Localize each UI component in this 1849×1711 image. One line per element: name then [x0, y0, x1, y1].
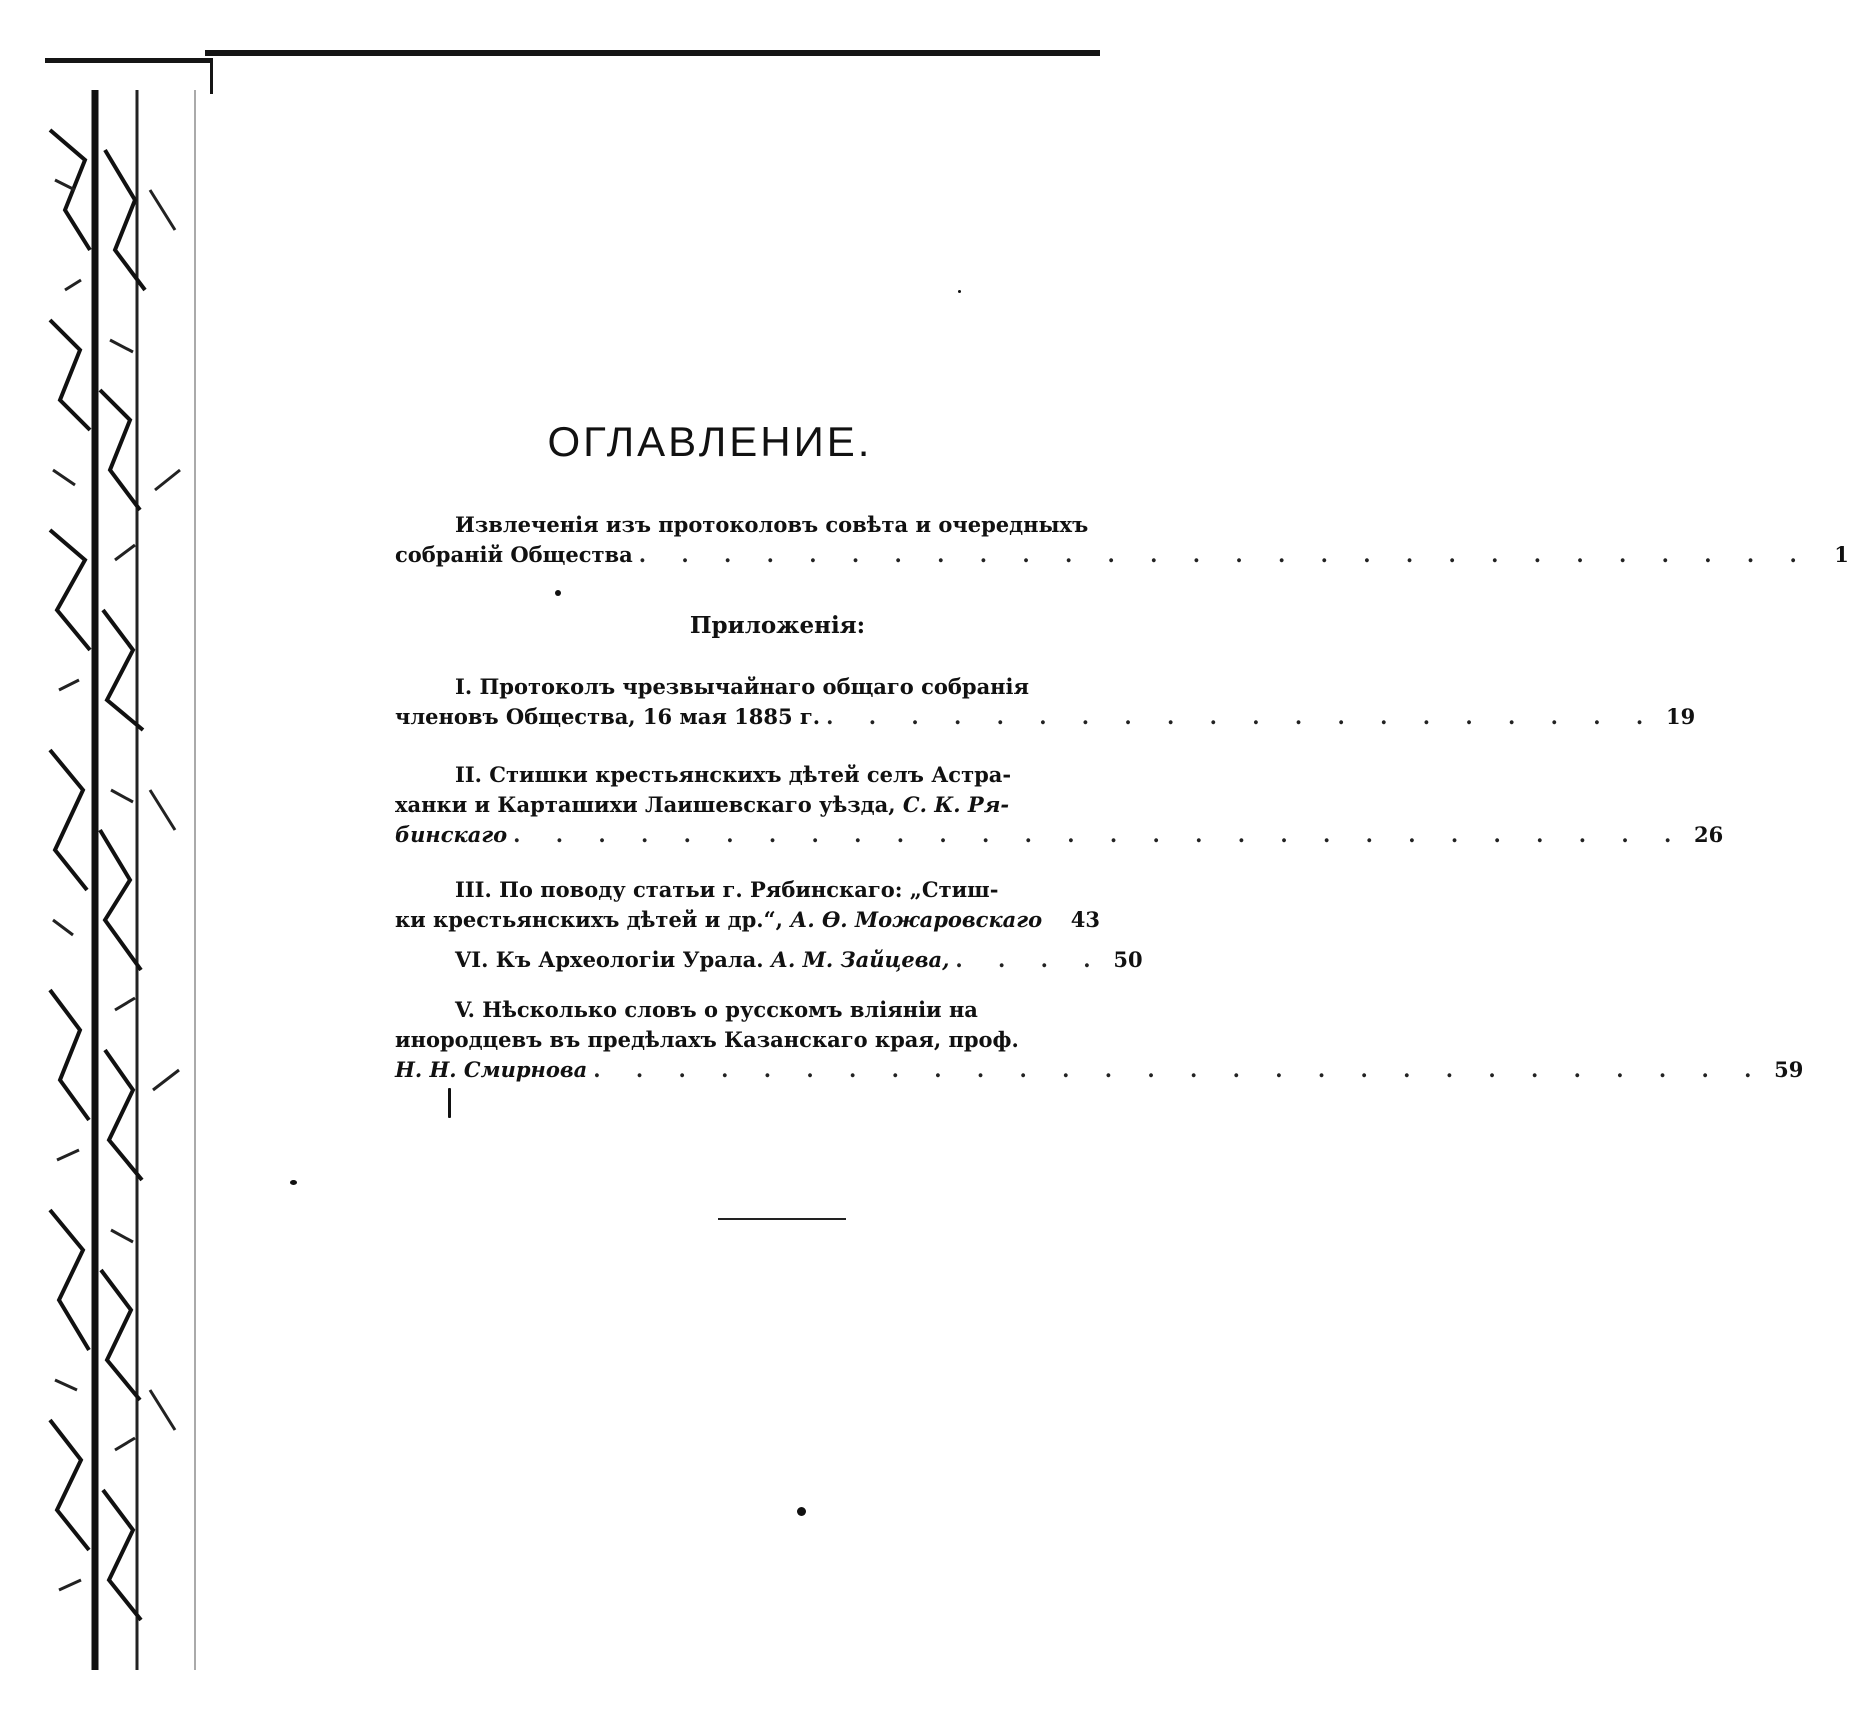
- toc-entry-appendix-5: [395, 995, 1804, 1085]
- entry-author: А. Ѳ. Можаровскаго: [790, 907, 1043, 932]
- entry-line-2: [395, 540, 1849, 570]
- page-number: 43: [1070, 907, 1100, 932]
- entry-line-2: [395, 905, 1100, 935]
- ink-speck: [555, 590, 561, 596]
- dot-leader: . . . . . . . . . . . . . . . . . . . .: [826, 704, 1658, 729]
- toc-entry-appendix-2: [395, 760, 1724, 850]
- binding-spine: [45, 90, 205, 1670]
- entry-text: ханки и Карташихи Лаишевскаго уѣзда,: [395, 792, 896, 817]
- ink-speck: [290, 1180, 297, 1185]
- page-number: 19: [1665, 704, 1696, 729]
- entry-author: Н. Н. Смирнова: [395, 1057, 588, 1082]
- entry-line-1: I. Протоколъ чрезвычайнаго общаго собранія: [455, 674, 1030, 699]
- toc-entry-appendix-1: [395, 672, 1696, 732]
- ink-speck: [958, 290, 961, 293]
- entry-text: VI. Къ Археологіи Урала.: [455, 947, 764, 972]
- entry-text: собраній Общества: [395, 542, 633, 567]
- toc-entry-main: [395, 510, 1849, 570]
- entry-author: С. К. Ря-: [902, 792, 1010, 817]
- entry-author: А. М. Зайцева,: [770, 947, 950, 972]
- page-title: ОГЛАВЛЕНИЕ.: [547, 418, 873, 465]
- page-number: 1: [1834, 542, 1849, 567]
- page-number: 50: [1113, 947, 1143, 972]
- dot-leader: . . . . . . . . . . . . . . . . . . . . . . . . . . . .: [638, 542, 1811, 567]
- entry-text: членовъ Общества, 16 мая 1885 г.: [395, 704, 821, 729]
- ink-speck: [797, 1507, 806, 1516]
- entry-line-3: [395, 820, 1724, 850]
- entry-author: бинскаго: [395, 822, 508, 847]
- entry-line-1: [395, 945, 1143, 975]
- closing-rule: [718, 1218, 846, 1220]
- entry-text: ки крестьянскихъ дѣтей и др.“,: [395, 907, 783, 932]
- entry-line-2: [395, 702, 1696, 732]
- entry-line-1: V. Нѣсколько словъ о русскомъ вліяніи на: [455, 997, 978, 1022]
- top-border-step: [45, 58, 213, 94]
- ink-speck: [448, 1088, 451, 1118]
- toc-entry-appendix-4: [395, 945, 1143, 975]
- dot-leader: . . . .: [955, 947, 1105, 972]
- entry-line-1: III. По поводу статьи г. Рябинскаго: „Стиш-: [455, 877, 999, 902]
- entry-line-2: инородцевъ въ предѣлахъ Казанскаго края, проф.: [395, 1027, 1019, 1052]
- dot-leader: . . . . . . . . . . . . . . . . . . . . . . . . . . . .: [513, 822, 1686, 847]
- page-number: 26: [1694, 822, 1724, 847]
- entry-line-1: II. Стишки крестьянскихъ дѣтей селъ Астра-: [455, 762, 1012, 787]
- entry-line-2: [395, 790, 1100, 820]
- toc-entry-appendix-3: [395, 875, 1100, 935]
- appendix-heading: Приложенія:: [689, 612, 866, 639]
- dot-leader: . . . . . . . . . . . . . . . . . . . . . . . . . . . .: [593, 1057, 1766, 1082]
- page-number: 59: [1774, 1057, 1804, 1082]
- top-border-rule: [205, 50, 1100, 56]
- entry-line-1: Извлеченія изъ протоколовъ совѣта и очередныхъ: [455, 512, 1089, 537]
- entry-line-3: [395, 1055, 1804, 1085]
